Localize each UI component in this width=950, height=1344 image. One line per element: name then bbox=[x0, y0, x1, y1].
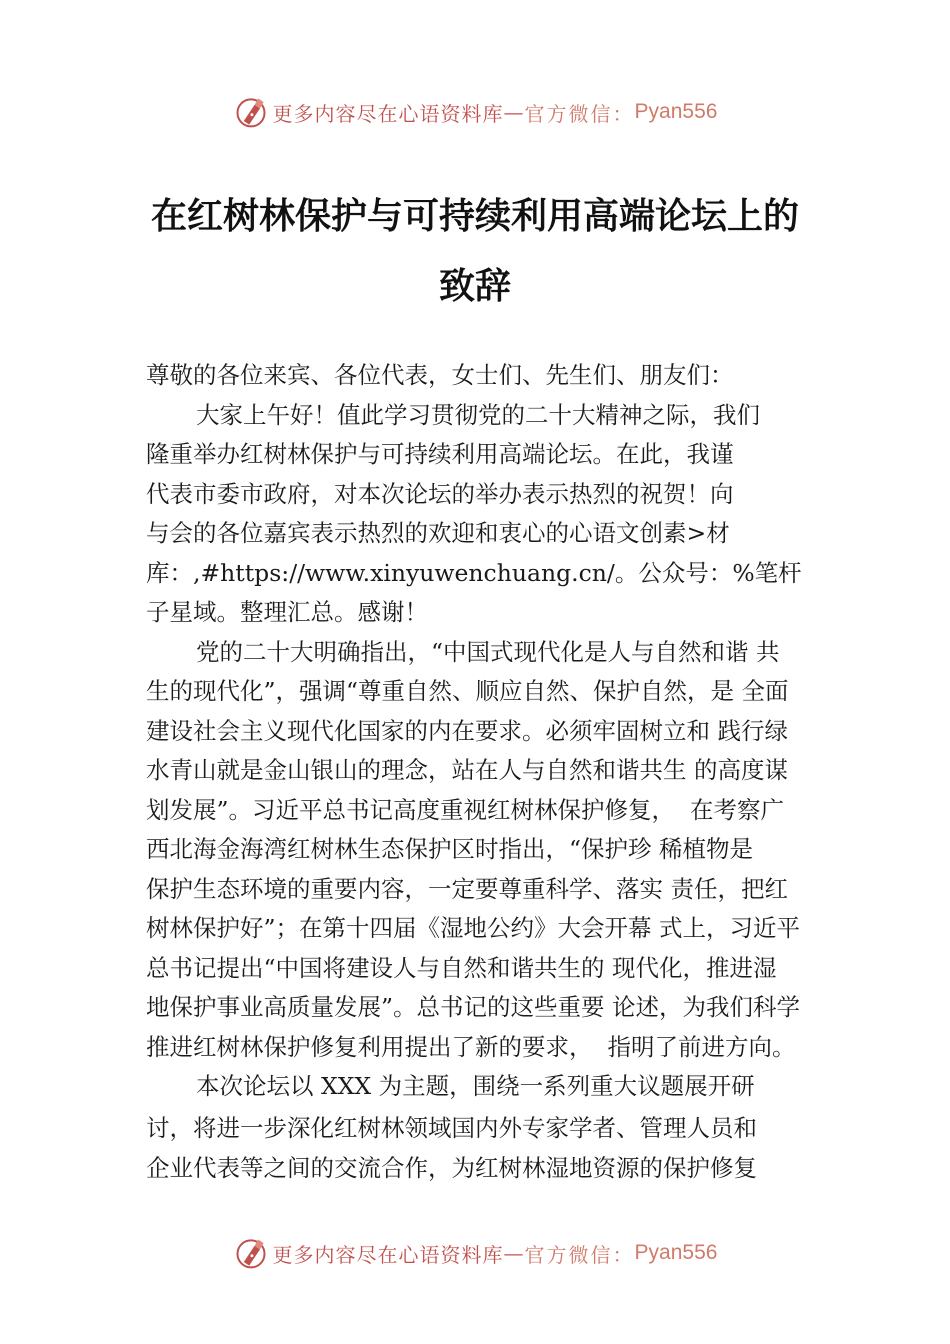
body-line: 隆重举办红树林保护与可持续利用高端论坛。在此，我谨 bbox=[146, 440, 734, 468]
body-line: 地保护事业高质量发展”。总书记的这些重要 论述，为我们科学 bbox=[146, 993, 800, 1021]
pen-nib-logo-icon bbox=[233, 1235, 269, 1271]
body-line: 保护生态环境的重要内容，一定要尊重科学、落实 责任，把红 bbox=[146, 875, 788, 903]
body-line: 与会的各位嘉宾表示热烈的欢迎和衷心的心语文创素>材 bbox=[146, 519, 730, 547]
body-line: 树林保护好”；在第十四届《湿地公约》大会开幕 式上，习近平 bbox=[146, 914, 800, 942]
body-line: 库：,#https://www.xinyuwenchuang.cn/。公众号：%笔杆 bbox=[146, 559, 802, 587]
body-line: 大家上午好！值此学习贯彻党的二十大精神之际，我们 bbox=[196, 401, 760, 429]
body-line: 总书记提出“中国将建设人与自然和谐共生的 现代化，推进湿 bbox=[146, 954, 777, 982]
body-line: 推进红树林保护修复利用提出了新的要求， 指明了前进方向。 bbox=[146, 1033, 796, 1061]
footer-banner bbox=[0, 1233, 950, 1273]
body-line: 划发展”。习近平总书记高度重视红树林保护修复， 在考察广 bbox=[146, 796, 784, 824]
body-line: 西北海金海湾红树林生态保护区时指出，“保护珍 稀植物是 bbox=[146, 835, 753, 863]
body-line: 尊敬的各位来宾、各位代表，女士们、先生们、朋友们： bbox=[146, 361, 734, 389]
body-line: 建设社会主义现代化国家的内在要求。必须牢固树立和 践行绿 bbox=[146, 717, 788, 745]
body-line: 企业代表等之间的交流合作，为红树林湿地资源的保护修复 bbox=[146, 1154, 757, 1182]
banner-slogan: 更多内容尽在心语资料库 bbox=[272, 1242, 504, 1267]
banner-slogan: 更多内容尽在心语资料库 bbox=[272, 101, 504, 126]
document-title-line-1: 在红树林保护与可持续利用高端论坛上的 bbox=[150, 195, 799, 237]
banner-wechat-id: Pyan556 bbox=[634, 1241, 718, 1264]
body-line: 本次论坛以 XXX 为主题，围绕一系列重大议题展开研 bbox=[196, 1072, 755, 1100]
banner-separator: — bbox=[503, 1241, 525, 1265]
banner-separator: — bbox=[503, 100, 525, 124]
body-line: 代表市委市政府，对本次论坛的举办表示热烈的祝贺！向 bbox=[146, 480, 734, 508]
body-line: 水青山就是金山银山的理念，站在人与自然和谐共生 的高度谋 bbox=[146, 756, 788, 784]
header-banner bbox=[0, 92, 950, 132]
banner-wechat-id: Pyan556 bbox=[634, 100, 718, 123]
body-line: 党的二十大明确指出，“中国式现代化是人与自然和谐 共 bbox=[196, 638, 780, 666]
body-line: 子星域。整理汇总。感谢！ bbox=[146, 598, 428, 626]
body-line: 讨，将进一步深化红树林领域国内外专家学者、管理人员和 bbox=[146, 1114, 757, 1142]
body-line: 生的现代化”，强调“尊重自然、顺应自然、保护自然，是 全面 bbox=[146, 677, 789, 705]
document-title-line-2: 致辞 bbox=[438, 265, 511, 307]
pen-nib-logo-icon bbox=[233, 94, 269, 130]
banner-wechat-label: 官方微信： bbox=[524, 1242, 635, 1267]
banner-wechat-label: 官方微信： bbox=[524, 101, 635, 126]
